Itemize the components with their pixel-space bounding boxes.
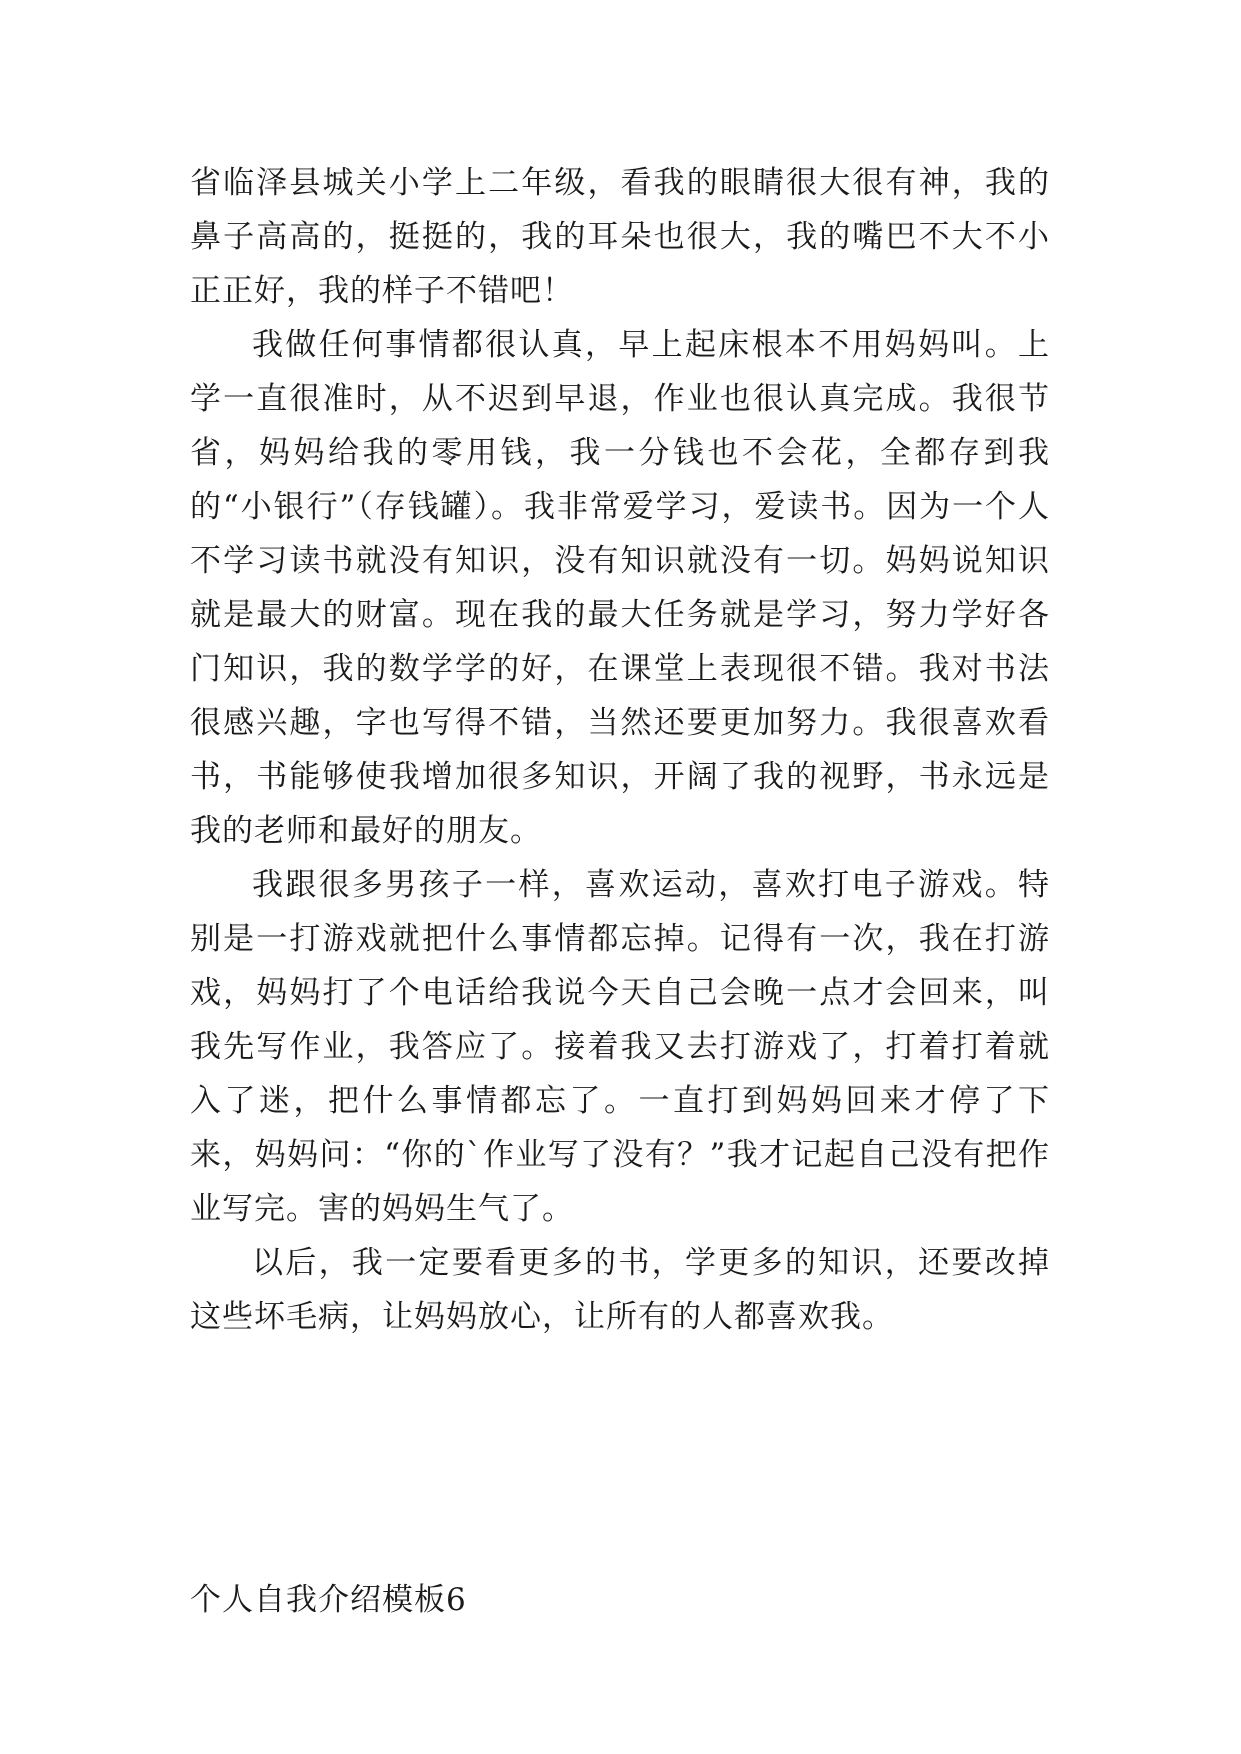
section-heading: 个人自我介绍模板6 [190, 1582, 467, 1618]
paragraph-appearance: 省临泽县城关小学上二年级，看我的眼睛很大很有神，我的鼻子高高的，挺挺的，我的耳朵也很大，我的嘴巴不大不小正正好，我的样子不错吧！ [190, 165, 1050, 309]
paragraph-games: 我跟很多男孩子一样，喜欢运动，喜欢打电子游戏。特别是一打游戏就把什么事情都忘掉。记得有一次，我在打游戏，妈妈打了个电话给我说今天自己会晚一点才会回来，叫我先写作业，我答应了。接着我又去打游戏了，打着打着就入了迷，把什么事情都忘了。一直打到妈妈回来才停了下来，妈妈问：“你的`作业写了没有？”我才记起自己没有把作业写完。害的妈妈生气了。 [190, 867, 1050, 1227]
paragraph-habits: 我做任何事情都很认真，早上起床根本不用妈妈叫。上学一直很准时，从不迟到早退，作业也很认真完成。我很节省，妈妈给我的零用钱，我一分钱也不会花，全都存到我的“小银行”（存钱罐）。我非常爱学习，爱读书。因为一个人不学习读书就没有知识，没有知识就没有一切。妈妈说知识就是最大的财富。现在我的最大任务就是学习，努力学好各门知识，我的数学学的好，在课堂上表现很不错。我对书法很感兴趣，字也写得不错，当然还要更加努力。我很喜欢看书，书能够使我增加很多知识，开阔了我的视野，书永远是我的老师和最好的朋友。 [190, 327, 1050, 849]
paragraph-future: 以后，我一定要看更多的书，学更多的知识，还要改掉这些坏毛病，让妈妈放心，让所有的人都喜欢我。 [190, 1245, 1050, 1335]
document-body [190, 156, 1050, 1344]
